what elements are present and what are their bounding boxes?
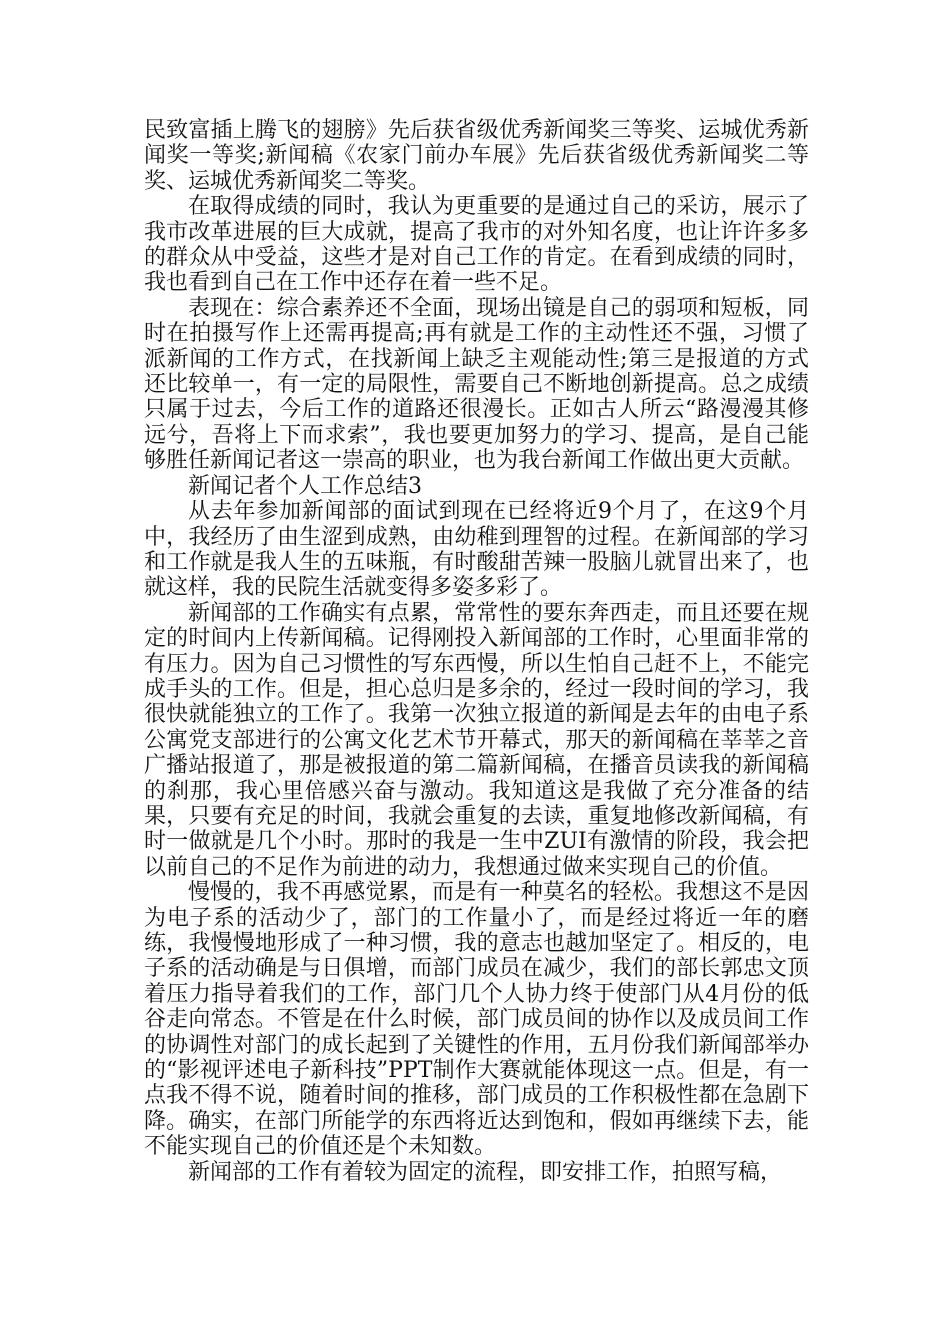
paragraph-workflow: 新闻部的工作有着较为固定的流程，即安排工作，拍照写稿， bbox=[188, 1159, 783, 1185]
paragraph-growth: 慢慢的，我不再感觉累，而是有一种莫名的轻松。我想这不是因为电子系的活动少了，部门的工作量小了，而是经过将近一年的磨练，我慢慢地形成了一种习惯，我的意志也越加坚定了。相反的，电子系的活动确是与日俱增，而部门成员在减少，我们的部长郭忠文顶着压力指导着我们的工作，部门几个人协力终于使部门从4月份的低谷走向常态。不管是在什么时候，部门成员间的协作以及成员间工作的协调性对部门的成长起到了关键性的作用，五月份我们新闻部举办的“影视评述电子新科技”PPT制作大赛就能体现这一点。但是，有一点我不得不说，随着时间的推移，部门成员的工作积极性都在急剧下降。确实，在部门所能学的东西将近达到饱和，假如再继续下去，能不能实现自己的价值还是个未知数。 bbox=[144, 880, 809, 1160]
section-heading: 新闻记者个人工作总结3 bbox=[188, 473, 422, 499]
paragraph-introduction: 从去年参加新闻部的面试到现在已经将近9个月了，在这9个月中，我经历了由生涩到成熟，由幼稚到理智的过程。在新闻部的学习和工作就是我人生的五味瓶，有时酸甜苦辣一股脑儿就冒出来了，也就这样，我的民院生活就变得多姿多彩了。 bbox=[144, 499, 809, 601]
document-page bbox=[144, 118, 809, 1185]
paragraph-award-continuation: 民致富插上腾飞的翅膀》先后获省级优秀新闻奖三等奖、运城优秀新闻奖一等奖;新闻稿《农家门前办车展》先后获省级优秀新闻奖二等奖、运城优秀新闻奖二等奖。 bbox=[144, 118, 809, 194]
paragraph-achievements: 在取得成绩的同时，我认为更重要的是通过自己的采访，展示了我市改革进展的巨大成就，提高了我市的对外知名度，也让许许多多的群众从中受益，这些才是对自己工作的肯定。在看到成绩的同时，我也看到自己在工作中还存在着一些不足。 bbox=[144, 194, 809, 296]
paragraph-shortcomings: 表现在：综合素养还不全面，现场出镜是自己的弱项和短板，同时在拍摄写作上还需再提高;再有就是工作的主动性还不强，习惯了派新闻的工作方式，在找新闻上缺乏主观能动性;第三是报道的方式还比较单一，有一定的局限性，需要自己不断地创新提高。总之成绩只属于过去，今后工作的道路还很漫长。正如古人所云“路漫漫其修远兮，吾将上下而求索”，我也要更加努力的学习、提高，是自己能够胜任新闻记者这一崇高的职业，也为我台新闻工作做出更大贡献。 bbox=[144, 295, 809, 474]
paragraph-work-experience: 新闻部的工作确实有点累，常常性的要东奔西走，而且还要在规定的时间内上传新闻稿。记得刚投入新闻部的工作时，心里面非常的有压力。因为自己习惯性的写东西慢，所以生怕自己赶不上，不能完成手头的工作。但是，担心总归是多余的，经过一段时间的学习，我很快就能独立的工作了。我第一次独立报道的新闻是去年的由电子系公寓党支部进行的公寓文化艺术节开幕式，那天的新闻稿在莘莘之音广播站报道了，那是被报道的第二篇新闻稿，在播音员读我的新闻稿的刹那，我心里倍感兴奋与激动。我知道这是我做了充分准备的结果，只要有充足的时间，我就会重复的去读，重复地修改新闻稿，有时一做就是几个小时。那时的我是一生中ZUI有激情的阶段，我会把以前自己的不足作为前进的动力，我想通过做来实现自己的价值。 bbox=[144, 600, 809, 880]
